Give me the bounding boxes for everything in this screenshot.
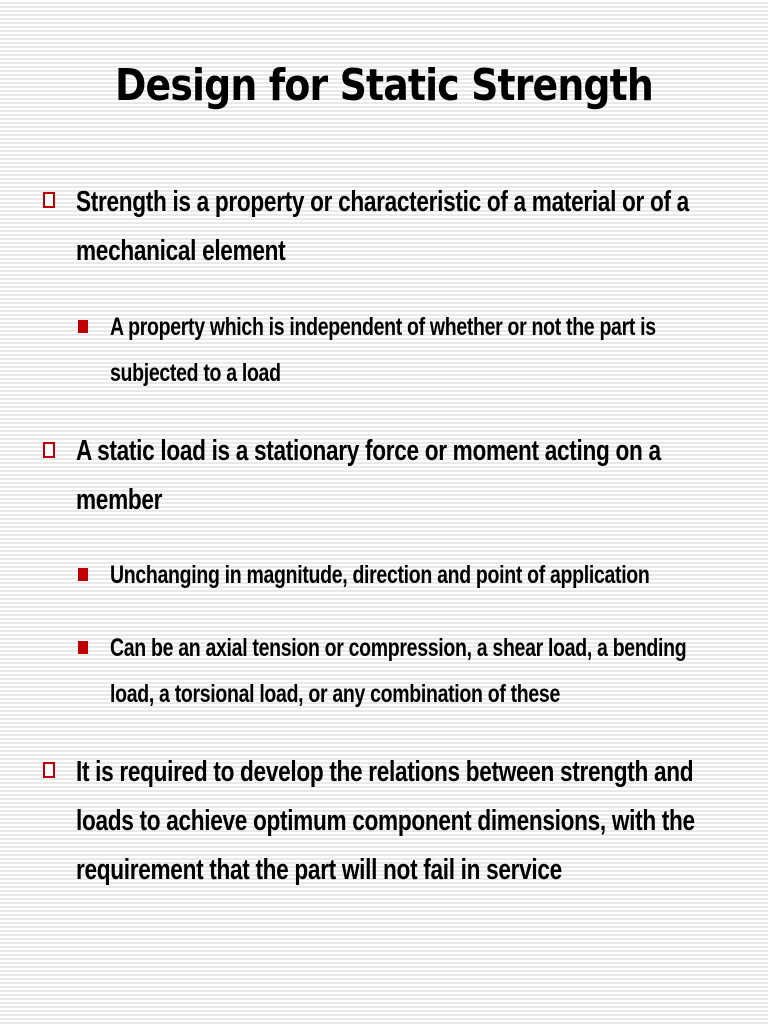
bullet-level2: [110, 304, 735, 396]
hollow-square-bullet-icon: [43, 442, 55, 458]
filled-square-bullet-icon: [78, 568, 88, 581]
bullet-text: A static load is a stationary force or moment acting on a member: [76, 435, 661, 516]
bullet-level2: [110, 552, 735, 598]
bullet-level1: [76, 427, 726, 525]
filled-square-bullet-icon: [78, 320, 88, 333]
bullet-text: A property which is independent of whether or not the part is subjected to a load: [110, 313, 656, 387]
slide-title: Design for Static Strength: [115, 60, 653, 111]
bullet-text: Unchanging in magnitude, direction and point of application: [110, 561, 650, 589]
bullet-text: It is required to develop the relations between strength and loads to achieve optimum component dimensions, with the requirement that the part will not fail in service: [76, 756, 695, 886]
hollow-square-bullet-icon: [43, 192, 55, 208]
bullet-level1: [76, 178, 726, 276]
bullet-level2: [110, 625, 735, 717]
bullet-text: Strength is a property or characteristic of a material or of a mechanical element: [76, 186, 689, 267]
bullet-text: Can be an axial tension or compression, a shear load, a bending load, a torsional load, or any combination of these: [110, 634, 687, 708]
hollow-square-bullet-icon: [43, 762, 55, 778]
filled-square-bullet-icon: [78, 641, 88, 654]
bullet-level1: [76, 748, 726, 895]
